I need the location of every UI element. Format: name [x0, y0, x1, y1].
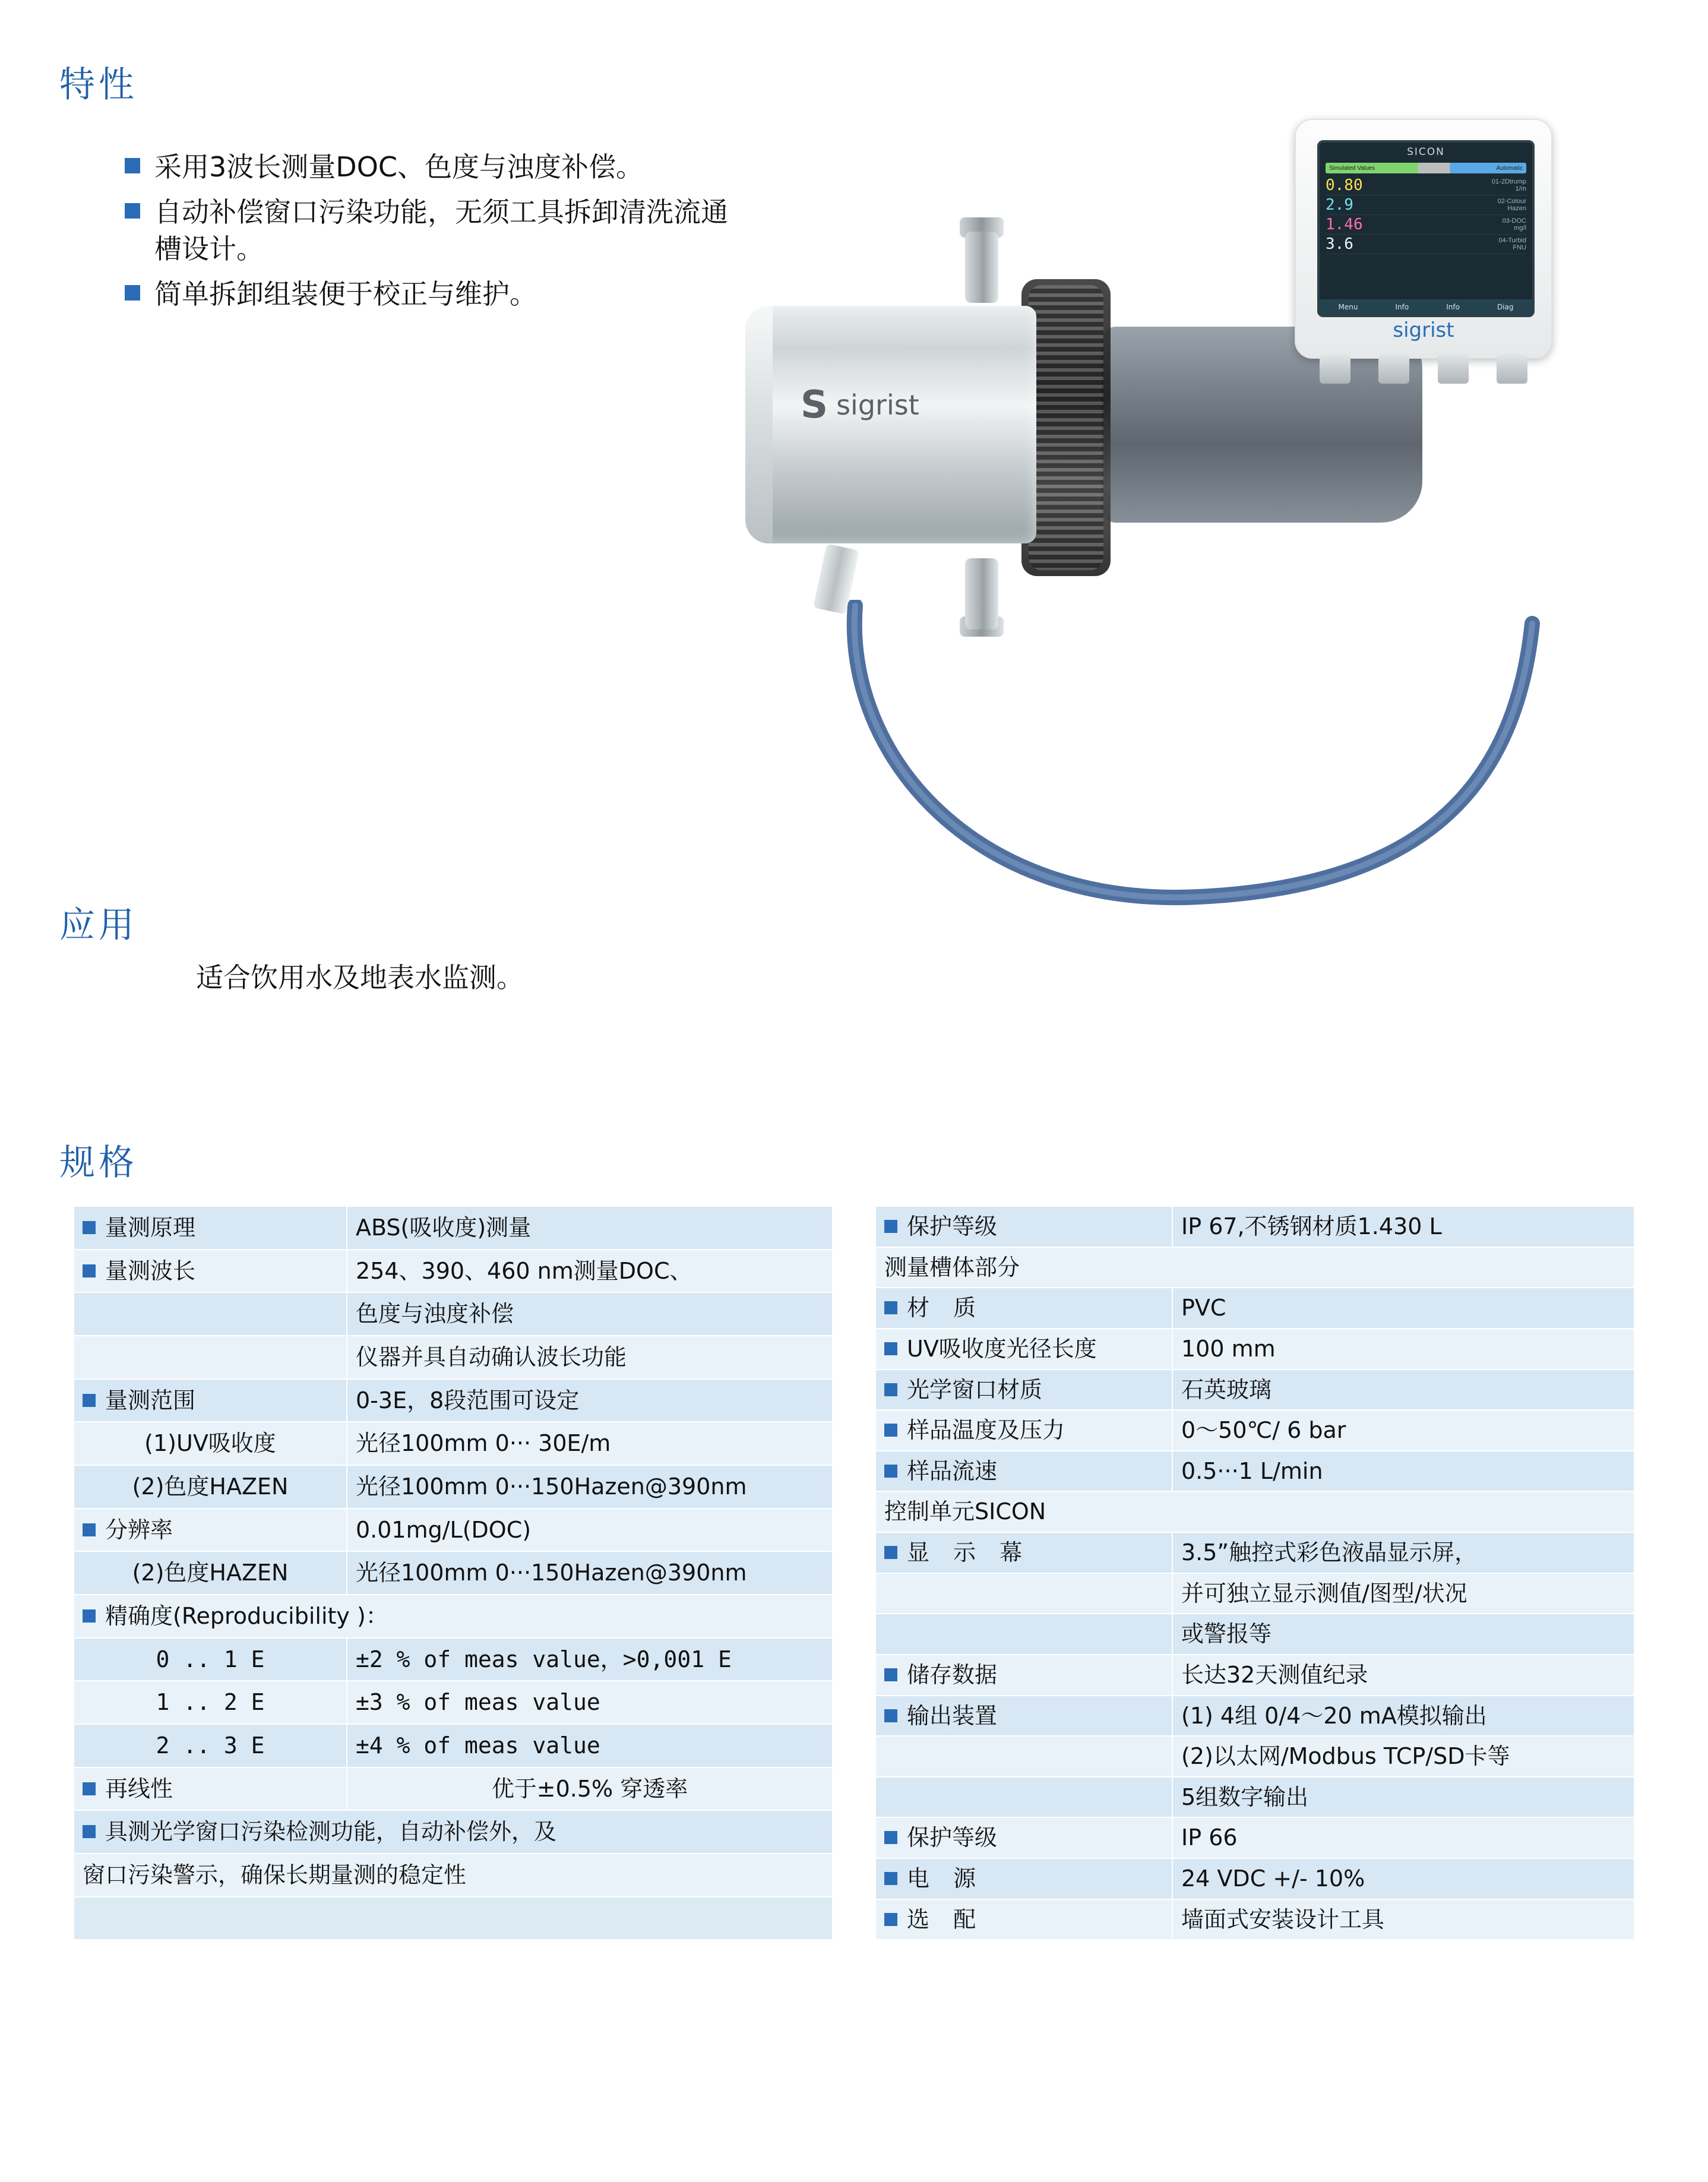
sensor-collar-ribs	[1029, 285, 1103, 570]
spec-value: 3.5”触控式彩色液晶显示屏，	[1172, 1532, 1634, 1573]
display-model-label: SICON	[1407, 146, 1445, 158]
spec-label	[875, 1696, 1172, 1737]
status-left: Simulated Values	[1329, 165, 1375, 172]
square-bullet-icon	[83, 1264, 96, 1277]
table-row	[74, 1509, 833, 1552]
applications-heading: 应用	[59, 905, 138, 946]
table-row	[875, 1206, 1634, 1247]
table-row	[875, 1288, 1634, 1329]
square-bullet-icon	[884, 1220, 897, 1233]
cable-gland	[1497, 354, 1527, 384]
spec-label	[875, 1858, 1172, 1899]
table-row	[74, 1465, 833, 1509]
feature-text: 自动补偿窗口污染功能，无须工具拆卸清洗流通槽设计。	[154, 196, 728, 265]
specs-heading: 规格	[59, 1142, 138, 1184]
spec-label	[875, 1451, 1172, 1492]
table-row	[875, 1858, 1634, 1899]
spec-label-text: 光学窗口材质	[907, 1376, 1043, 1403]
accuracy-value: ±4 % of meas value	[347, 1724, 833, 1767]
spec-label	[74, 1206, 347, 1250]
table-row	[74, 1206, 833, 1250]
display-menu-bar[interactable]	[1320, 299, 1532, 315]
spec-label-text: 再线性	[105, 1775, 173, 1802]
square-bullet-icon	[884, 1424, 897, 1437]
spec-blank-row	[74, 1897, 833, 1940]
square-bullet-icon	[125, 158, 140, 173]
spec-label	[875, 1614, 1172, 1655]
feature-text: 简单拆卸组装便于校正与维护。	[154, 278, 537, 311]
spec-label-text: 量测波长	[105, 1257, 196, 1284]
accuracy-header	[74, 1595, 833, 1638]
measurement-row	[1326, 235, 1526, 254]
spec-value: 0.01mg/L(DOC)	[347, 1509, 833, 1552]
table-row	[74, 1551, 833, 1595]
square-bullet-icon	[83, 1394, 96, 1407]
menu-item[interactable]: Info	[1395, 303, 1409, 311]
square-bullet-icon	[884, 1383, 897, 1396]
spec-subheader: 控制单元SICON	[875, 1491, 1634, 1532]
spec-label	[875, 1573, 1172, 1614]
sample-port-bottom	[965, 558, 998, 630]
spec-label	[74, 1336, 347, 1379]
spec-note-text: 具测光学窗口污染检测功能，自动补偿外，及	[105, 1819, 557, 1845]
table-row	[74, 1250, 833, 1293]
table-row	[875, 1655, 1634, 1696]
accuracy-value: ±2 % of meas value，>0,001 E	[347, 1638, 833, 1681]
table-row	[74, 1724, 833, 1767]
square-bullet-icon	[125, 203, 140, 219]
table-row	[875, 1777, 1634, 1818]
table-row	[74, 1681, 833, 1724]
sensor-cable	[831, 600, 1568, 932]
sensor-stainless-body	[745, 306, 1036, 543]
square-bullet-icon	[884, 1546, 897, 1559]
spec-value: 石英玻璃	[1172, 1370, 1634, 1411]
spec-value: 光径100mm 0···150Hazen@390nm	[347, 1551, 833, 1595]
spec-value: 优于±0.5% 穿透率	[347, 1767, 833, 1811]
menu-item[interactable]: Menu	[1338, 303, 1358, 311]
spec-label	[875, 1899, 1172, 1940]
square-bullet-icon	[884, 1709, 897, 1722]
accuracy-range: 2 .. 3 E	[74, 1724, 347, 1767]
square-bullet-icon	[83, 1523, 96, 1536]
spec-value: 0-3E，8段范围可设定	[347, 1379, 833, 1422]
table-row	[875, 1736, 1634, 1777]
sample-port-top	[965, 232, 998, 303]
measurement-unit	[1498, 237, 1526, 251]
measurement-value: 0.80	[1326, 176, 1363, 194]
cable-gland	[1438, 354, 1469, 384]
features-heading: 特性	[59, 64, 138, 106]
display-measurement-rows	[1326, 176, 1526, 254]
spec-value: 色度与浊度补偿	[347, 1292, 833, 1336]
square-bullet-icon	[125, 285, 140, 301]
sigrist-mark-icon: S	[801, 383, 828, 427]
spec-value: 0～50℃/ 6 bar	[1172, 1410, 1634, 1451]
unit-top: 04-Turbid	[1498, 236, 1526, 244]
display-status-bar	[1326, 163, 1526, 173]
square-bullet-icon	[884, 1913, 897, 1926]
measurement-unit	[1498, 198, 1526, 212]
spec-label-text: 输出装置	[907, 1702, 998, 1729]
spec-value: 并可独立显示测值/图型/状况	[1172, 1573, 1634, 1614]
spec-value: 墙面式安装设计工具	[1172, 1899, 1634, 1940]
spec-value: IP 66	[1172, 1817, 1634, 1858]
accuracy-range: 1 .. 2 E	[74, 1681, 347, 1724]
square-bullet-icon	[83, 1609, 96, 1623]
spec-label	[875, 1206, 1172, 1247]
table-row	[74, 1292, 833, 1336]
spec-value: 254、390、460 nm测量DOC、	[347, 1250, 833, 1293]
measurement-value: 3.6	[1326, 235, 1353, 253]
spec-label-text: UV吸收度光径长度	[907, 1335, 1097, 1362]
spec-label	[875, 1410, 1172, 1451]
sicon-controller	[1295, 119, 1552, 359]
menu-item[interactable]: Info	[1446, 303, 1460, 311]
spec-value: PVC	[1172, 1288, 1634, 1329]
spec-value: 0.5···1 L/min	[1172, 1451, 1634, 1492]
spec-label-text: 保护等级	[907, 1824, 998, 1851]
cable-gland	[1378, 354, 1409, 384]
table-row	[875, 1451, 1634, 1492]
spec-label	[74, 1292, 347, 1336]
spec-label	[74, 1509, 347, 1552]
spec-label	[74, 1767, 347, 1811]
spec-label: (2)色度HAZEN	[74, 1465, 347, 1509]
spec-label-text: 样品流速	[907, 1457, 998, 1484]
accuracy-range: 0 .. 1 E	[74, 1638, 347, 1681]
controller-display	[1317, 140, 1535, 317]
spec-value: (2)以太网/Modbus TCP/SD卡等	[1172, 1736, 1634, 1777]
spec-label-text: 电 源	[907, 1865, 985, 1892]
spec-label-text: 量测范围	[105, 1387, 196, 1413]
spec-label-text: 保护等级	[907, 1213, 998, 1239]
spec-note: 窗口污染警示，确保长期量测的稳定性	[74, 1854, 833, 1897]
measurement-row	[1326, 195, 1526, 215]
spec-label	[875, 1532, 1172, 1573]
status-right: Automatic	[1496, 165, 1523, 172]
measurement-row	[1326, 176, 1526, 195]
spec-label	[875, 1655, 1172, 1696]
feature-text: 采用3波长测量DOC、色度与浊度补偿。	[154, 151, 644, 183]
square-bullet-icon	[884, 1342, 897, 1355]
spec-label	[74, 1379, 347, 1422]
table-row	[74, 1810, 833, 1854]
table-row	[875, 1370, 1634, 1411]
accuracy-value: ±3 % of meas value	[347, 1681, 833, 1724]
spec-value: 100 mm	[1172, 1329, 1634, 1370]
unit-bottom: Hazen	[1507, 205, 1526, 212]
spec-table-right	[875, 1206, 1635, 1940]
spec-label	[875, 1288, 1172, 1329]
square-bullet-icon	[884, 1465, 897, 1478]
unit-bottom: mg/l	[1514, 224, 1526, 232]
table-row	[875, 1573, 1634, 1614]
table-row	[875, 1696, 1634, 1737]
square-bullet-icon	[884, 1872, 897, 1885]
spec-label	[74, 1250, 347, 1293]
unit-bottom: 1/m	[1515, 185, 1526, 192]
spec-label	[875, 1736, 1172, 1777]
table-row	[875, 1247, 1634, 1288]
square-bullet-icon	[884, 1831, 897, 1844]
spec-label-text: 样品温度及压力	[907, 1417, 1065, 1444]
table-row	[74, 1767, 833, 1811]
cable-gland	[1320, 354, 1350, 384]
spec-value: IP 67,不锈钢材质1.430 L	[1172, 1206, 1634, 1247]
table-row	[875, 1817, 1634, 1858]
measurement-value: 2.9	[1326, 196, 1353, 214]
application-text: 适合饮用水及地表水监测。	[196, 962, 524, 994]
unit-top: 02-Colour	[1497, 197, 1526, 205]
cable-glands	[1320, 354, 1527, 384]
spec-value: 仪器并具自动确认波长功能	[347, 1336, 833, 1379]
product-photo	[641, 107, 1651, 843]
square-bullet-icon	[884, 1668, 897, 1681]
table-row	[875, 1329, 1634, 1370]
menu-item[interactable]: Diag	[1497, 303, 1514, 311]
spec-value: 光径100mm 0···150Hazen@390nm	[347, 1465, 833, 1509]
spec-label	[875, 1777, 1172, 1818]
controller-sigrist-logo: sigrist	[1393, 318, 1454, 342]
spec-value: 5组数字输出	[1172, 1777, 1634, 1818]
spec-value: 长达32天测值纪录	[1172, 1655, 1634, 1696]
spec-value: (1) 4组 0/4～20 mA模拟输出	[1172, 1696, 1634, 1737]
spec-value: 光径100mm 0··· 30E/m	[347, 1422, 833, 1465]
spec-label-text: 量测原理	[105, 1215, 196, 1241]
sigrist-logo	[801, 383, 919, 427]
square-bullet-icon	[83, 1221, 96, 1234]
unit-bottom: FNU	[1513, 244, 1526, 251]
sigrist-wordmark: sigrist	[836, 389, 919, 421]
measurement-value: 1.46	[1326, 216, 1363, 233]
measurement-unit	[1503, 217, 1526, 232]
spec-label	[875, 1370, 1172, 1411]
table-row	[74, 1422, 833, 1465]
specifications	[0, 1206, 1708, 1940]
square-bullet-icon	[884, 1301, 897, 1314]
table-row	[74, 1854, 833, 1897]
spec-label: (1)UV吸收度	[74, 1422, 347, 1465]
table-row	[74, 1379, 833, 1422]
spec-note	[74, 1810, 833, 1854]
spec-value: 或警报等	[1172, 1614, 1634, 1655]
square-bullet-icon	[83, 1782, 96, 1795]
square-bullet-icon	[83, 1825, 96, 1838]
spec-label-text: 分辨率	[105, 1516, 173, 1543]
measurement-row	[1326, 215, 1526, 235]
table-row	[74, 1336, 833, 1379]
spec-label-text: 显 示 幕	[907, 1539, 1031, 1566]
table-row	[875, 1614, 1634, 1655]
table-row	[74, 1897, 833, 1940]
spec-label: (2)色度HAZEN	[74, 1551, 347, 1595]
table-row	[74, 1595, 833, 1638]
unit-top: 03-DOC	[1502, 217, 1526, 224]
spec-value: ABS(吸收度)测量	[347, 1206, 833, 1250]
accuracy-header-text: 精确度(Reproducibility )：	[105, 1602, 388, 1629]
spec-table-left	[73, 1206, 833, 1940]
measurement-unit	[1492, 178, 1526, 192]
spec-label	[875, 1817, 1172, 1858]
table-row	[74, 1638, 833, 1681]
unit-top: 01-2Dtrump	[1491, 178, 1526, 185]
spec-subheader: 测量槽体部分	[875, 1247, 1634, 1288]
spec-label-text: 储存数据	[907, 1661, 998, 1688]
table-row	[875, 1532, 1634, 1573]
table-row	[875, 1410, 1634, 1451]
spec-label	[875, 1329, 1172, 1370]
spec-label-text: 选 配	[907, 1906, 985, 1933]
cable-connector	[813, 543, 859, 614]
table-row	[875, 1899, 1634, 1940]
table-row	[875, 1491, 1634, 1532]
spec-value: 24 VDC +/- 10%	[1172, 1858, 1634, 1899]
spec-label-text: 材 质	[907, 1295, 985, 1321]
